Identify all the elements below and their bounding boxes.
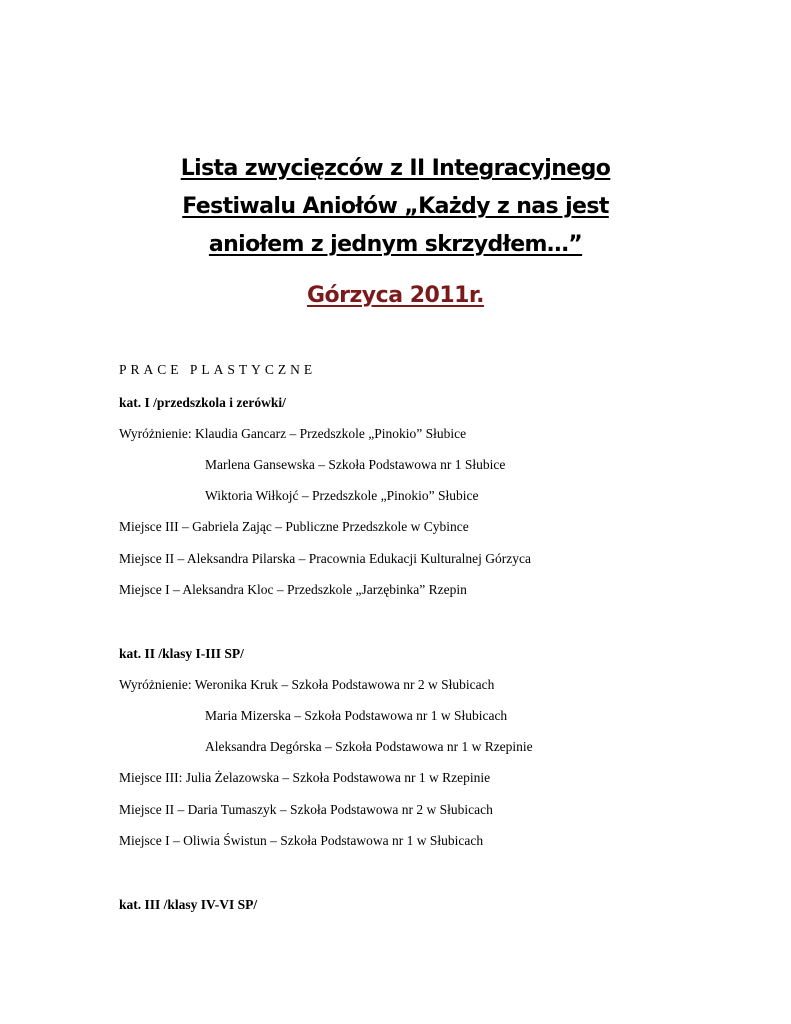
list-item: Aleksandra Degórska – Szkoła Podstawowa nr 1 w Rzepinie bbox=[205, 739, 533, 754]
list-item: Wyróżnienie: Weronika Kruk – Szkoła Podstawowa nr 2 w Słubicach bbox=[119, 677, 495, 692]
category-heading-2: kat. II /klasy I-III SP/ bbox=[119, 646, 244, 661]
list-item: Miejsce I – Aleksandra Kloc – Przedszkole „Jarzębinka” Rzepin bbox=[119, 582, 467, 597]
section-heading: PRACE PLASTYCZNE bbox=[119, 362, 317, 377]
list-item: Miejsce I – Oliwia Świstun – Szkoła Podstawowa nr 1 w Słubicach bbox=[119, 833, 484, 848]
category-heading-1: kat. I /przedszkola i zerówki/ bbox=[119, 395, 286, 410]
list-item: Wyróżnienie: Klaudia Gancarz – Przedszkole „Pinokio” Słubice bbox=[119, 426, 467, 441]
list-item: Miejsce II – Aleksandra Pilarska – Pracownia Edukacji Kulturalnej Górzyca bbox=[119, 551, 531, 566]
title-line-3: aniołem z jednym skrzydłem…” bbox=[208, 232, 583, 257]
document-subtitle bbox=[0, 283, 791, 308]
list-item: Maria Mizerska – Szkoła Podstawowa nr 1 w Słubicach bbox=[205, 708, 508, 723]
category-heading-3: kat. III /klasy IV-VI SP/ bbox=[119, 897, 258, 912]
list-item: Miejsce II – Daria Tumaszyk – Szkoła Podstawowa nr 2 w Słubicach bbox=[119, 802, 493, 817]
document-title bbox=[0, 150, 791, 264]
title-line-2: Festiwalu Aniołów „Każdy z nas jest bbox=[182, 194, 609, 219]
subtitle-text: Górzyca 2011r. bbox=[306, 283, 484, 308]
title-line-1: Lista zwycięzców z II Integracyjnego bbox=[180, 156, 611, 181]
list-item: Miejsce III: Julia Żelazowska – Szkoła Podstawowa nr 1 w Rzepinie bbox=[119, 770, 491, 785]
list-item: Miejsce III – Gabriela Zając – Publiczne Przedszkole w Cybince bbox=[119, 519, 469, 534]
list-item: Wiktoria Wiłkojć – Przedszkole „Pinokio” Słubice bbox=[205, 488, 479, 503]
list-item: Marlena Gansewska – Szkoła Podstawowa nr 1 Słubice bbox=[205, 457, 506, 472]
